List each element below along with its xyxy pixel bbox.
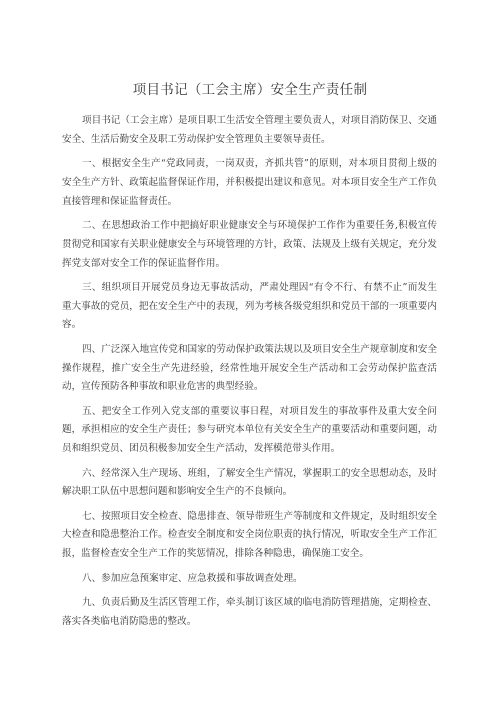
paragraph-intro: 项目书记（工会主席）是项目职工生活安全管理主要负责人，对项目消防保卫、交通安全、生活后勤安全及职工劳动保护安全管理负主要领导责任。 (62, 115, 437, 145)
document-body (62, 112, 437, 637)
paragraph-7: 七、按照项目安全检查、隐患排查、领导带班生产等制度和文件规定，及时组织安全大检查和隐患整治工作。检查安全制度和安全岗位职责的执行情况，听取安全生产工作汇报，监督检查安全生产工作的奖惩情况，排除各种隐患，确保施工安全。 (62, 510, 437, 560)
paragraph-2: 二、在思想政治工作中把搞好职业健康安全与环境保护工作作为重要任务,积极宣传贯彻党和国家有关职业健康安全与环境管理的方针，政策、法规及上级有关规定，充分发挥党支部对安全工作的保证监督作用。 (62, 219, 437, 269)
paragraph-9: 九、负责后勤及生活区管理工作，牵头制订该区域的临电消防管理措施，定期检查、落实各类临电消防隐患的整改。 (62, 596, 437, 627)
paragraph-6: 六、经常深入生产现场、班组，了解安全生产情况，掌握职工的安全思想动态，及时解决职工队伍中思想问题和影响安全生产的不良倾向。 (62, 467, 437, 498)
document-title: 项目书记（工会主席）安全生产责任制 (132, 82, 368, 98)
paragraph-8: 八、参加应急预案审定、应急救援和事故调查处理。 (82, 572, 303, 584)
paragraph-4: 四、广泛深入地宣传党和国家的劳动保护政策法规以及项目安全生产规章制度和安全操作规程，推广安全生产先进经验，经常性地开展安全生产活动和工会劳动保护监查活动，宣传预防各种事故和职业危害的典型经验。 (62, 343, 437, 393)
paragraph-3: 三、组织项目开展党员身边无事故活动，严肃处理因“有令不行、有禁不止”而发生重大事故的党员，把在安全生产中的表现，列为考核各级党组织和党员干部的一项重要内容。 (62, 281, 437, 331)
paragraph-1: 一、根据安全生产“党政同责，一岗双责，齐抓共管”的原则，对本项目贯彻上级的安全生产方针、政策起监督保证作用，并积极提出建议和意见。对本项目安全生产工作负直接管理和保证监督责任。 (62, 158, 437, 207)
paragraph-5: 五、把安全工作列入党支部的重要议事日程，对项目发生的事故事件及重大安全问题，承担相应的安全生产责任；参与研究本单位有关安全生产的重要活动和重要问题，动员和组织党员、团员积极参加安全生产活动，发挥模范带头作用。 (62, 405, 437, 455)
